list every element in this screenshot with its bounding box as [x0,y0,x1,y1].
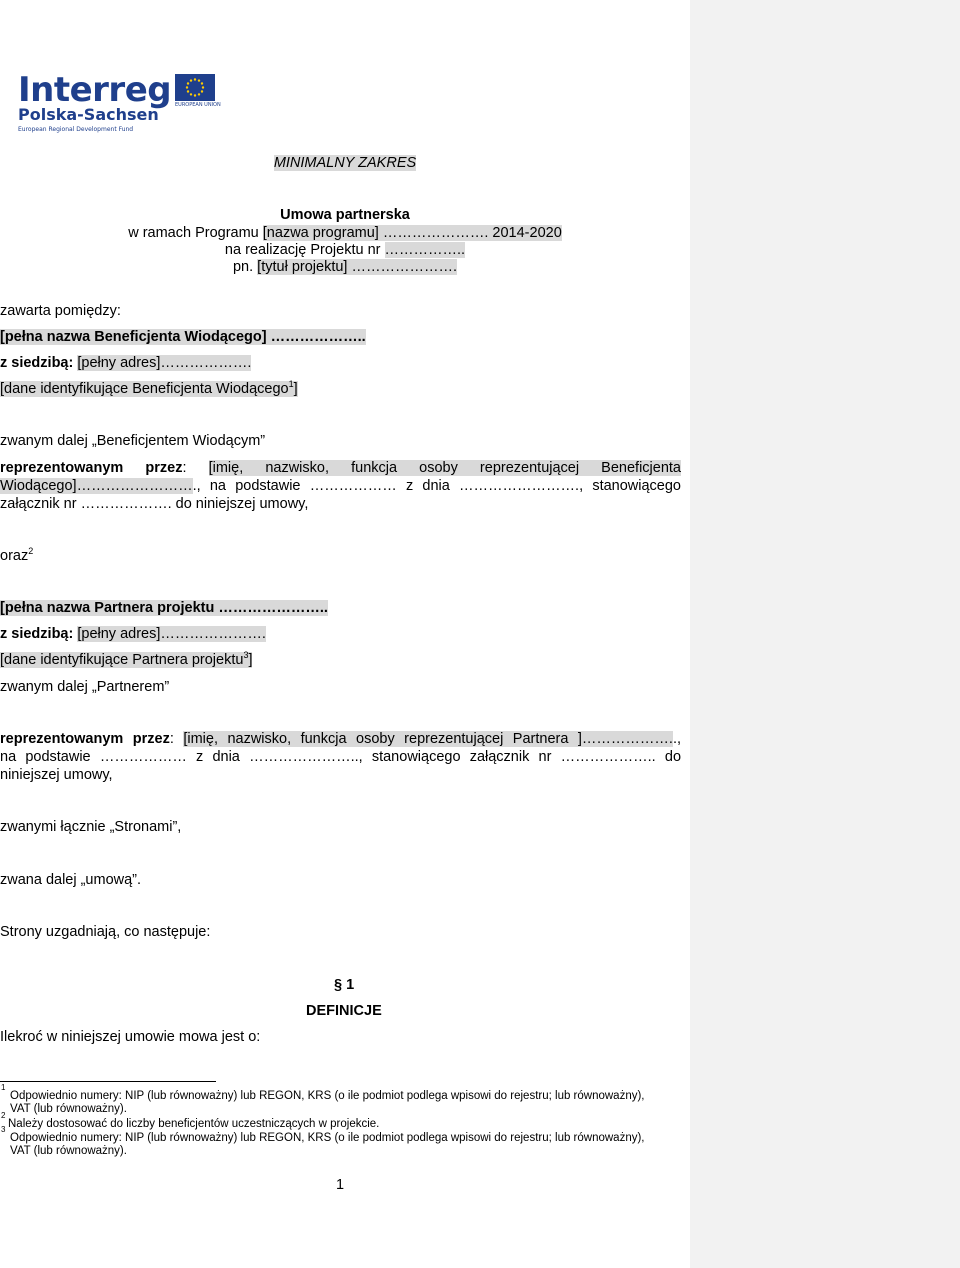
scope-heading: MINIMALNY ZAKRES [273,155,417,171]
partner-identification: [dane identyfikujące Partnera projektu$^3$] [0,650,253,668]
partner-rep-line-1: reprezentowanym przez: [imię, nazwisko, funkcja osoby reprezentującej Partnera ]……………….., [0,731,681,747]
eu-label: EUROPEAN UNION [175,102,221,108]
footnote-1: 1 Odpowiednio numery: NIP (lub równoważny) lub REGON, KRS (o ile podmiot podlega wpisowi do rejestru; lub równoważny), VAT (lub równoważny). [1,1083,645,1115]
page-number: 1 [336,1177,345,1193]
partner-name: [pełna nazwa Partnera projektu ………………….. [0,600,328,616]
project-number-line: na realizację Projektu nr …………….. [224,242,466,258]
interreg-logo [18,70,221,142]
lead-beneficiary-seat: z siedzibą: [pełny adres]………………. [0,355,252,371]
parties-agree: Strony uzgadniają, co następuje: [0,924,211,940]
logo-subtitle: Polska-Sachsen [18,105,159,124]
partner-called: zwanym dalej „Partnerem” [0,679,170,695]
lead-rep-line-2: Wiodącego]……………………., na podstawie ……………… z dnia ……………………., stanowiącego [0,478,681,494]
lead-rep-line-1: reprezentowanym przez: [imię, nazwisko, funkcja osoby reprezentującej Beneficjenta [0,460,681,476]
partner-rep-line-2: na podstawie ……………… z dnia ………………….., stanowiącego załącznik nr ……………….. do [0,749,682,765]
and-word: oraz$^2$ [0,546,34,564]
concluded-between: zawarta pomiędzy: [0,303,121,319]
agreement-title: Umowa partnerska [280,207,410,223]
footnote-2: 2 Należy dostosować do liczby beneficjentów uczestniczących w projekcie. [1,1111,380,1130]
right-margin-panel [690,0,960,1268]
eu-flag-icon [175,74,215,101]
lead-beneficiary-identification: [dane identyfikujące Beneficjenta Wiodącego$^1$] [0,379,298,397]
logo-fund-text: European Regional Development Fund [18,126,134,133]
footnote-3: 3 Odpowiednio numery: NIP (lub równoważny) lub REGON, KRS (o ile podmiot podlega wpisowi do rejestru; lub równoważny), VAT (lub równoważny). [1,1125,645,1157]
project-title-line: pn. [tytuł projektu] …………………. [232,259,457,275]
called-agreement: zwana dalej „umową”. [0,872,142,888]
section-sign: § 1 [334,977,355,993]
section-title: DEFINICJE [306,1003,382,1019]
footnote-separator [0,1081,216,1082]
program-line: w ramach Programu [nazwa programu] …………………. 2014-2020 [128,225,562,241]
partner-rep-line-3: niniejszej umowy, [0,767,113,783]
jointly-parties: zwanymi łącznie „Stronami”, [0,819,182,835]
logo-wordmark: Interreg [18,70,172,110]
lead-beneficiary-called: zwanym dalej „Beneficjentem Wiodącym” [0,433,266,449]
lead-beneficiary-name: [pełna nazwa Beneficjenta Wiodącego] ……………….. [0,329,366,345]
whenever-intro: Ilekroć w niniejszej umowie mowa jest o: [0,1029,261,1045]
partner-seat: z siedzibą: [pełny adres]…………………. [0,626,266,642]
lead-rep-line-3: załącznik nr ………………. do niniejszej umowy, [0,496,309,512]
